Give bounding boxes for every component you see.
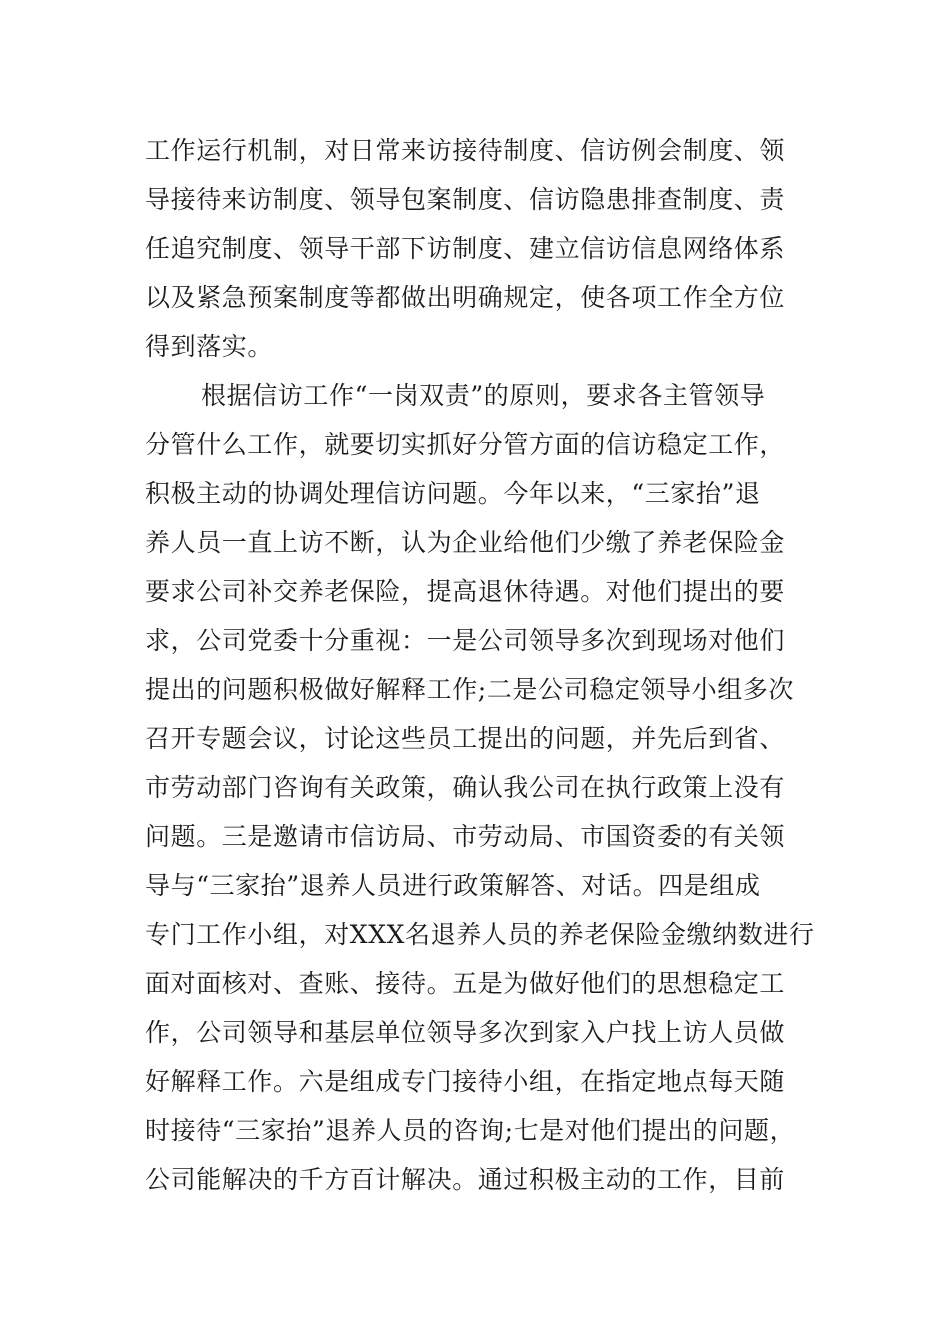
- text-line: 市劳动部门咨询有关政策，确认我公司在执行政策上没有: [145, 773, 786, 802]
- text-line: 公司能解决的千方百计解决。通过积极主动的工作，目前: [145, 1165, 786, 1194]
- text-line: 面对面核对、查账、接待。五是为做好他们的思想稳定工: [145, 969, 786, 998]
- text-line: 导接待来访制度、领导包案制度、信访隐患排查制度、责: [145, 185, 786, 214]
- text-line: 工作运行机制，对日常来访接待制度、信访例会制度、领: [145, 136, 786, 165]
- text-line: 得到落实。: [145, 332, 274, 361]
- text-line: 分管什么工作，就要切实抓好分管方面的信访稳定工作，: [145, 430, 786, 459]
- text-line: 求，公司党委十分重视：一是公司领导多次到现场对他们: [145, 626, 786, 655]
- text-line: 积极主动的协调处理信访问题。今年以来，“三家抬”退: [145, 479, 761, 508]
- text-line: 提出的问题积极做好解释工作;二是公司稳定领导小组多次: [145, 675, 795, 704]
- paragraph-2: [145, 371, 815, 1204]
- text-line: 根据信访工作“一岗双责”的原则，要求各主管领导: [201, 381, 766, 410]
- text-line: 作，公司领导和基层单位领导多次到家入户找上访人员做: [145, 1018, 786, 1047]
- text-line: 导与“三家抬”退养人员进行政策解答、对话。四是组成: [145, 871, 761, 900]
- document-body: [145, 126, 815, 1204]
- text-line: 任追究制度、领导干部下访制度、建立信访信息网络体系: [145, 234, 786, 263]
- text-line: 专门工作小组，对XXX名退养人员的养老保险金缴纳数进行: [145, 920, 815, 949]
- text-line: 以及紧急预案制度等都做出明确规定，使各项工作全方位: [145, 283, 786, 312]
- text-line: 问题。三是邀请市信访局、市劳动局、市国资委的有关领: [145, 822, 786, 851]
- text-line: 要求公司补交养老保险，提高退休待遇。对他们提出的要: [145, 577, 786, 606]
- text-line: 好解释工作。六是组成专门接待小组，在指定地点每天随: [145, 1067, 786, 1096]
- paragraph-1: [145, 126, 815, 371]
- text-line: 时接待“三家抬”退养人员的咨询;七是对他们提出的问题，: [145, 1116, 796, 1145]
- text-line: 养人员一直上访不断，认为企业给他们少缴了养老保险金: [145, 528, 786, 557]
- text-line: 召开专题会议，讨论这些员工提出的问题，并先后到省、: [145, 724, 786, 753]
